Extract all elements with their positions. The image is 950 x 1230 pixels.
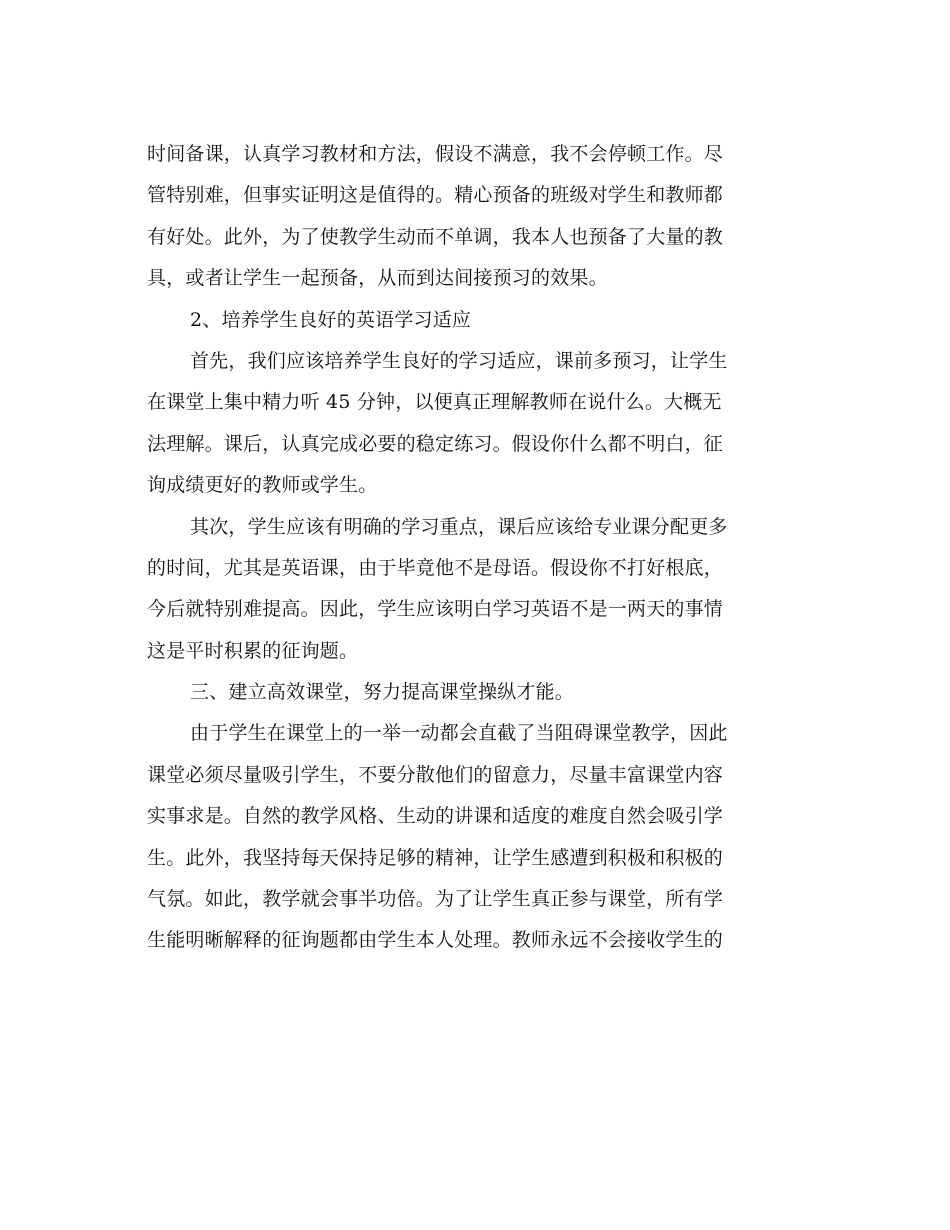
section-heading: 三、建立高效课堂，努力提高课堂操纵才能。 <box>190 681 575 704</box>
text-line: 询成绩更好的教师或学生。 <box>147 474 378 497</box>
text-line: 法理解。课后，认真完成必要的稳定练习。假设你什么都不明白，征 <box>147 432 724 455</box>
text-line: 首先，我们应该培养学生良好的学习适应，课前多预习，让学生 <box>190 349 728 372</box>
text-line: 生。此外，我坚持每天保持足够的精神，让学生感遭到积极和积极的 <box>147 846 724 869</box>
text-line: 气氛。如此，教学就会事半功倍。为了让学生真正参与课堂，所有学 <box>147 888 724 911</box>
text-line: 其次，学生应该有明确的学习重点，课后应该给专业课分配更多 <box>190 515 728 538</box>
text-line: 有好处。此外，为了使教学生动而不单调，我本人也预备了大量的教 <box>147 225 724 248</box>
document-body <box>147 134 807 962</box>
text-line: 生能明晰解释的征询题都由学生本人处理。教师永远不会接收学生的 <box>147 929 724 952</box>
section-heading: 2、培养学生良好的英语学习适应 <box>190 308 472 331</box>
text-line: 的时间，尤其是英语课，由于毕竟他不是母语。假设你不打好根底， <box>147 556 724 579</box>
text-line: 这是平时积累的征询题。 <box>147 639 359 662</box>
text-line: 由于学生在课堂上的一举一动都会直截了当阻碍课堂教学，因此 <box>190 722 728 745</box>
text-line: 管特别难，但事实证明这是值得的。精心预备的班级对学生和教师都 <box>147 184 724 207</box>
text-line: 课堂必须尽量吸引学生，不要分散他们的留意力，尽量丰富课堂内容 <box>147 763 724 786</box>
text-line: 实事求是。自然的教学风格、生动的讲课和适度的难度自然会吸引学 <box>147 805 724 828</box>
text-line: 具，或者让学生一起预备，从而到达间接预习的效果。 <box>147 267 608 290</box>
text-line: 今后就特别难提高。因此，学生应该明白学习英语不是一两天的事情 <box>147 598 724 621</box>
text-line: 时间备课，认真学习教材和方法，假设不满意，我不会停顿工作。尽 <box>147 143 724 165</box>
text-line: 在课堂上集中精力听 45 分钟，以便真正理解教师在说什么。大概无 <box>147 391 722 414</box>
